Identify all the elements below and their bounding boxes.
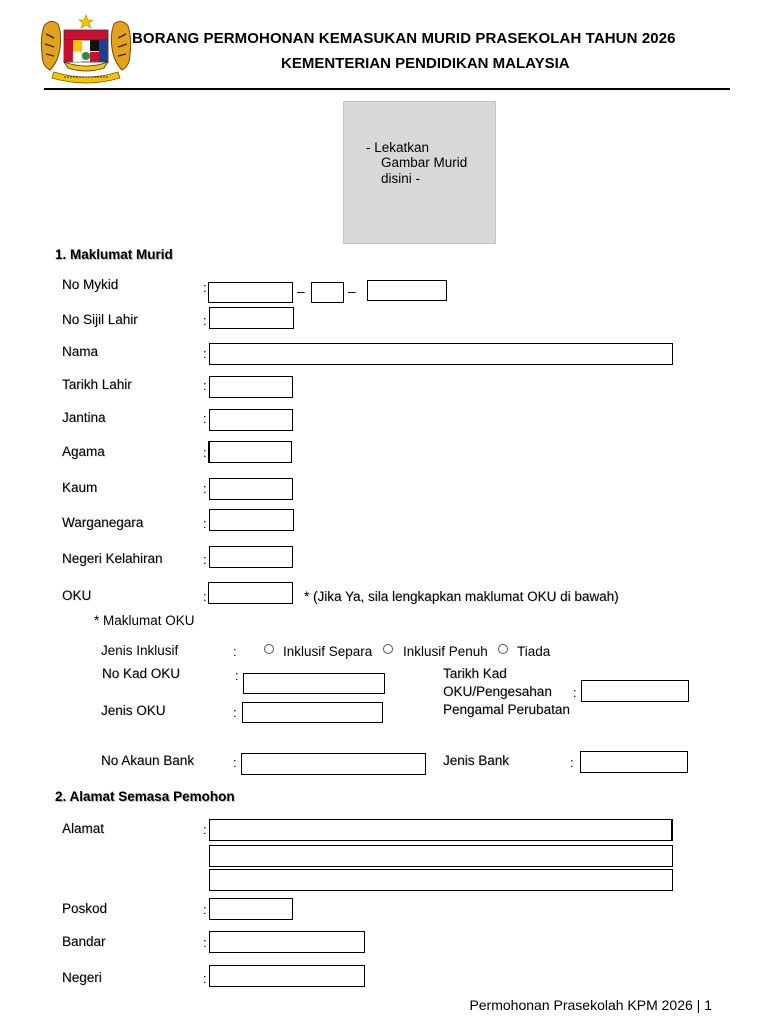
label-warganegara: Warganegara — [62, 515, 144, 530]
bandar-input[interactable] — [209, 931, 365, 953]
option-inklusif-separa: Inklusif Separa — [283, 644, 373, 659]
colon: : — [203, 516, 207, 531]
section-title-maklumat-murid: 1. Maklumat Murid — [55, 247, 173, 262]
colon: : — [570, 755, 574, 770]
colon: : — [203, 445, 207, 460]
label-no-sijil-lahir: No Sijil Lahir — [62, 312, 138, 327]
label-tarikh-kad-line1: Tarikh Kad — [443, 666, 507, 681]
label-jenis-bank: Jenis Bank — [443, 753, 510, 768]
colon: : — [203, 481, 207, 496]
label-bandar: Bandar — [62, 934, 106, 949]
label-tarikh-kad-line2: OKU/Pengesahan — [443, 684, 552, 699]
tarikh-lahir-input[interactable] — [209, 376, 293, 398]
label-kaum: Kaum — [62, 480, 98, 495]
label-oku: OKU — [62, 588, 92, 603]
label-jenis-inklusif: Jenis Inklusif — [101, 643, 179, 658]
no-sijil-lahir-input[interactable] — [209, 307, 294, 329]
jenis-bank-input[interactable] — [580, 751, 688, 773]
colon: : — [203, 902, 207, 917]
colon: : — [203, 378, 207, 393]
colon: : — [203, 589, 207, 604]
colon: : — [203, 313, 207, 328]
option-tiada: Tiada — [517, 644, 551, 659]
mykid-dash-2: – — [348, 283, 356, 299]
label-no-akaun-bank: No Akaun Bank — [101, 753, 195, 768]
radio-tiada[interactable] — [498, 644, 508, 654]
warganegara-input[interactable] — [209, 509, 294, 531]
label-negeri: Negeri — [62, 970, 102, 985]
photo-instruction-line2: Gambar Murid — [381, 155, 468, 170]
negeri-input[interactable] — [209, 965, 365, 987]
no-akaun-bank-input[interactable] — [241, 753, 426, 775]
mykid-part2-input[interactable] — [311, 282, 344, 303]
kaum-input[interactable] — [209, 478, 293, 500]
label-negeri-kelahiran: Negeri Kelahiran — [62, 551, 163, 566]
colon: : — [203, 411, 207, 426]
photo-placeholder[interactable] — [343, 101, 496, 244]
oku-input[interactable] — [208, 582, 293, 604]
label-poskod: Poskod — [62, 901, 108, 916]
maklumat-oku-heading: * Maklumat OKU — [94, 613, 195, 628]
form-title: BORANG PERMOHONAN KEMASUKAN MURID PRASEKOLAH TAHUN 2026 — [132, 30, 676, 47]
colon: : — [573, 685, 577, 700]
radio-inklusif-separa[interactable] — [264, 644, 274, 654]
label-tarikh-kad-line3: Pengamal Perubatan — [443, 702, 570, 717]
label-no-kad-oku: No Kad OKU — [102, 666, 181, 681]
alamat-line1-input[interactable] — [209, 819, 673, 841]
negeri-kelahiran-input[interactable] — [209, 546, 293, 568]
tarikh-kad-oku-input[interactable] — [581, 680, 689, 702]
colon: : — [203, 346, 207, 361]
mykid-part3-input[interactable] — [367, 280, 447, 301]
section-title-alamat: 2. Alamat Semasa Pemohon — [55, 789, 235, 804]
label-jantina: Jantina — [62, 410, 106, 425]
page-footer: Permohonan Prasekolah KPM 2026 | 1 — [469, 997, 712, 1013]
alamat-line2-input[interactable] — [209, 845, 673, 867]
photo-instruction-line3: disini - — [381, 171, 421, 186]
colon: : — [203, 552, 207, 567]
jenis-oku-input[interactable] — [242, 702, 383, 723]
no-kad-oku-input[interactable] — [243, 673, 385, 694]
agama-input[interactable] — [208, 441, 292, 463]
alamat-line3-input[interactable] — [209, 869, 673, 891]
jantina-input[interactable] — [209, 409, 293, 431]
photo-instruction-line1: - Lekatkan — [366, 140, 430, 155]
mykid-dash-1: – — [297, 283, 305, 299]
nama-input[interactable] — [209, 343, 673, 365]
colon: : — [233, 644, 237, 659]
header-divider — [44, 88, 730, 90]
colon: : — [203, 935, 207, 950]
poskod-input[interactable] — [209, 898, 293, 920]
label-alamat: Alamat — [62, 821, 105, 836]
colon: : — [203, 280, 207, 295]
label-jenis-oku: Jenis OKU — [101, 703, 166, 718]
colon: : — [203, 822, 207, 837]
colon: : — [235, 668, 239, 683]
option-inklusif-penuh: Inklusif Penuh — [403, 644, 488, 659]
colon: : — [203, 971, 207, 986]
malaysia-crest-logo — [40, 14, 132, 84]
label-nama: Nama — [62, 344, 99, 359]
label-agama: Agama — [62, 444, 105, 459]
colon: : — [233, 705, 237, 720]
label-tarikh-lahir: Tarikh Lahir — [62, 377, 132, 392]
oku-note: * (Jika Ya, sila lengkapkan maklumat OKU di bawah) — [304, 589, 619, 604]
mykid-part1-input[interactable] — [208, 282, 293, 303]
ministry-title: KEMENTERIAN PENDIDIKAN MALAYSIA — [281, 55, 570, 72]
radio-inklusif-penuh[interactable] — [383, 644, 393, 654]
colon: : — [233, 755, 237, 770]
label-no-mykid: No Mykid — [62, 277, 119, 292]
